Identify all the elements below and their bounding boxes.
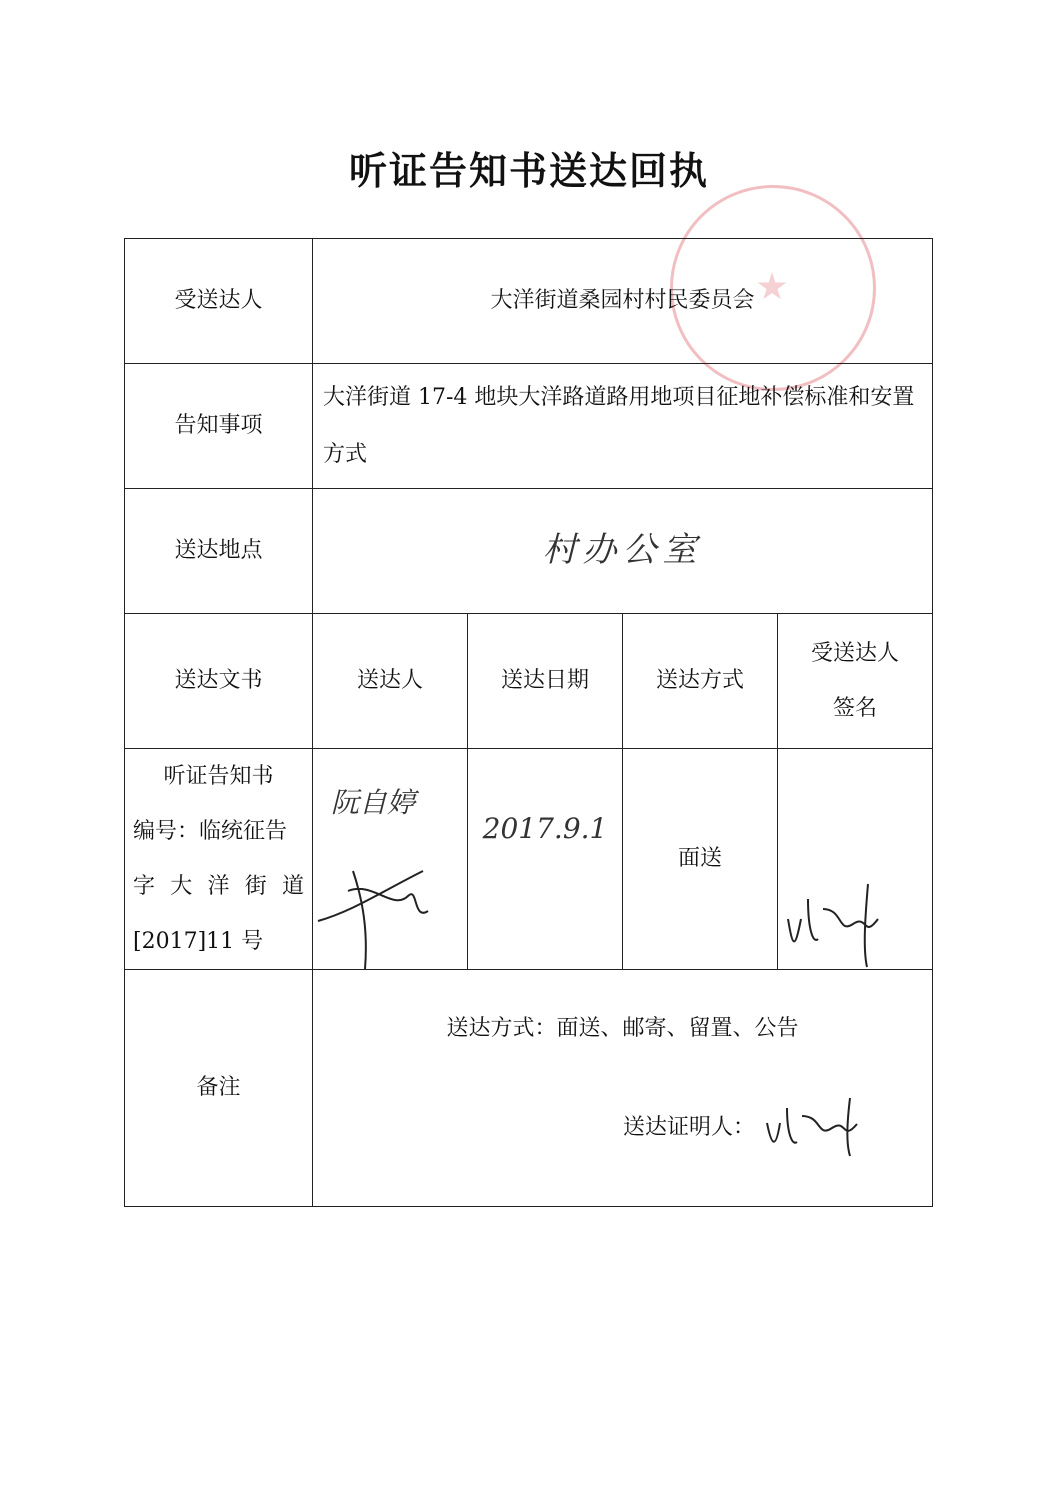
proof-signature-scribble xyxy=(762,1098,872,1158)
remarks-proof xyxy=(623,1098,872,1158)
recipient-signature-scribble xyxy=(783,879,893,969)
receipt-form-table xyxy=(124,238,933,1207)
remarks-label: 备注 xyxy=(125,970,313,1207)
header-row xyxy=(125,614,933,749)
header-signature xyxy=(778,614,933,749)
doc-char: 字 xyxy=(133,874,156,899)
date-handwritten: 2017.9.1 xyxy=(482,812,608,845)
place-label: 送达地点 xyxy=(125,489,313,614)
recipient-value: 大洋街道桑园村村民委员会 xyxy=(313,239,933,364)
header-document: 送达文书 xyxy=(125,614,313,749)
server-name-handwritten: 阮自婷 xyxy=(331,786,416,819)
server-cell xyxy=(313,749,468,970)
document-info xyxy=(125,749,313,970)
entry-row xyxy=(125,749,933,970)
proof-label: 送达证明人： xyxy=(623,1115,756,1140)
remarks-row xyxy=(125,970,933,1207)
header-date: 送达日期 xyxy=(468,614,623,749)
matter-label: 告知事项 xyxy=(125,364,313,489)
remarks-methods: 送达方式：面送、邮寄、留置、公告 xyxy=(446,1016,799,1041)
date-cell xyxy=(468,749,623,970)
doc-char: 大 xyxy=(170,874,193,899)
recipient-row xyxy=(125,239,933,364)
matter-value: 大洋街道 17-4 地块大洋路道路用地项目征地补偿标准和安置方式 xyxy=(313,364,933,489)
doc-char: 洋 xyxy=(207,874,230,899)
doc-char: 街 xyxy=(244,874,267,899)
remarks-cell xyxy=(313,970,933,1207)
header-signature-line2: 签名 xyxy=(833,696,878,721)
recipient-signature-cell xyxy=(778,749,933,970)
doc-name: 听证告知书 xyxy=(163,764,274,789)
place-value-handwritten: 村办公室 xyxy=(542,530,703,571)
header-method: 送达方式 xyxy=(623,614,778,749)
doc-number-line3 xyxy=(133,859,304,914)
doc-char: 道 xyxy=(281,874,304,899)
place-row xyxy=(125,489,933,614)
doc-number: 编号：临统征告 xyxy=(133,819,288,844)
server-signature-scribble xyxy=(313,841,463,971)
document-title: 听证告知书送达回执 xyxy=(348,149,709,193)
matter-row xyxy=(125,364,933,489)
header-signature-line1: 受送达人 xyxy=(811,641,900,666)
method-value: 面送 xyxy=(623,749,778,970)
header-server: 送达人 xyxy=(313,614,468,749)
recipient-label: 受送达人 xyxy=(125,239,313,364)
doc-number-year: [2017]11 号 xyxy=(133,929,264,954)
